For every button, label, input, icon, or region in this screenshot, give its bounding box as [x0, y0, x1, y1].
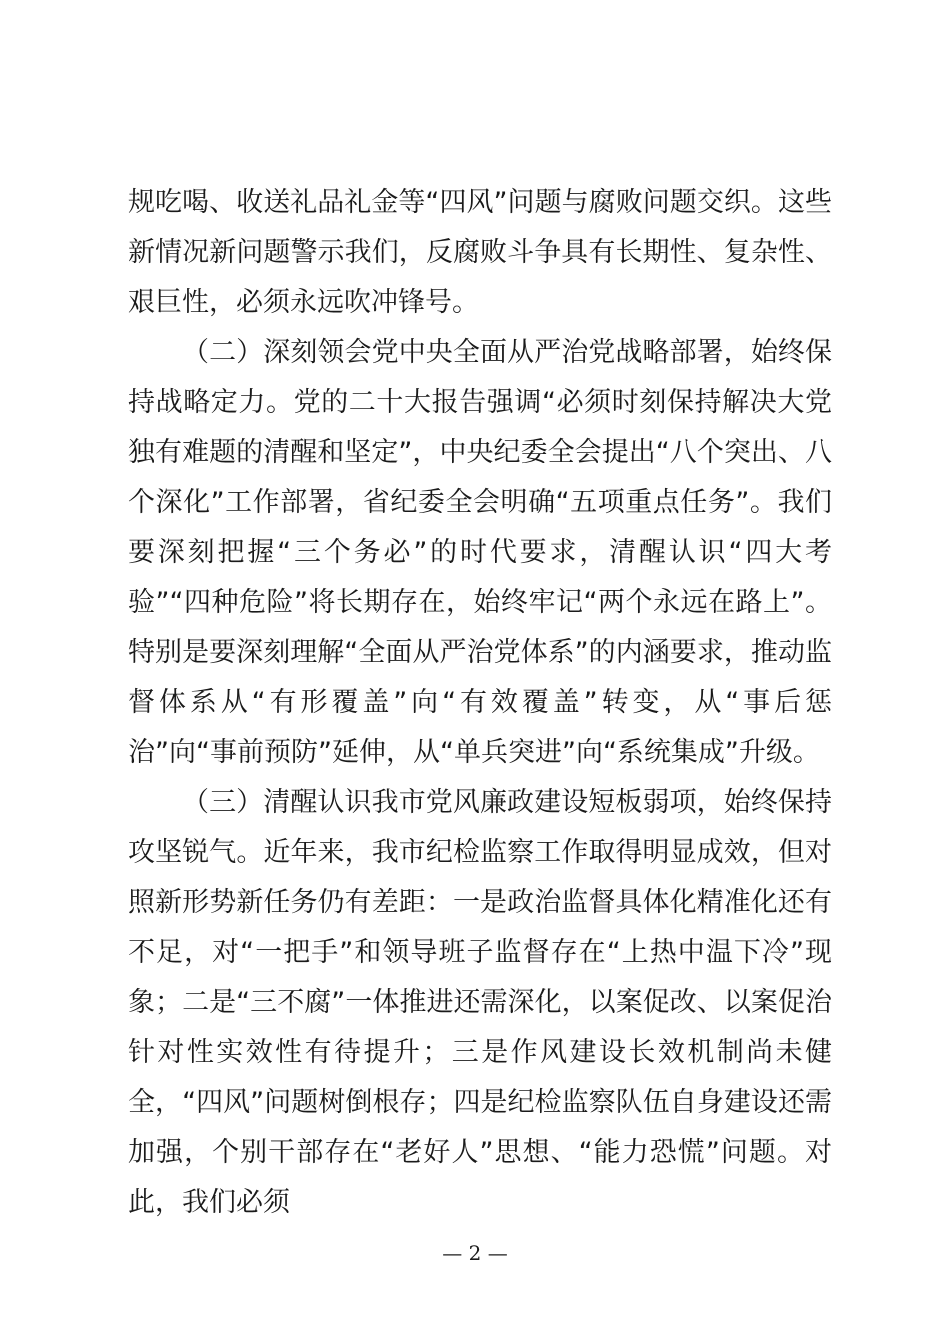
document-body [128, 178, 832, 1228]
paragraph-section-three: （三）清醒认识我市党风廉政建设短板弱项，始终保持攻坚锐气。近年来，我市纪检监察工作取得明显成效，但对照新形势新任务仍有差距：一是政治监督具体化精准化还有不足，对“一把手”和领导班子监督存在“上热中温下冷”现象；二是“三不腐”一体推进还需深化，以案促改、以案促治针对性实效性有待提升；三是作风建设长效机制尚未健全，“四风”问题树倒根存；四是纪检监察队伍自身建设还需加强，个别干部存在“老好人”思想、“能力恐慌”问题。对此，我们必须 [128, 787, 832, 1218]
paragraph-section-two: （二）深刻领会党中央全面从严治党战略部署，始终保持战略定力。党的二十大报告强调“必须时刻保持解决大党独有难题的清醒和坚定”，中央纪委全会提出“八个突出、八个深化”工作部署，省纪委全会明确“五项重点任务”。我们要深刻把握“三个务必”的时代要求，清醒认识“四大考验”“四种危险”将长期存在，始终牢记“两个永远在路上”。特别是要深刻理解“全面从严治党体系”的内涵要求，推动监督体系从“有形覆盖”向“有效覆盖”转变，从“事后惩治”向“事前预防”延伸，从“单兵突进”向“系统集成”升级。 [128, 337, 832, 768]
paragraph-continuation: 规吃喝、收送礼品礼金等“四风”问题与腐败问题交织。这些新情况新问题警示我们，反腐败斗争具有长期性、复杂性、艰巨性，必须永远吹冲锋号。 [128, 187, 832, 318]
page-number: — 2 — [442, 1241, 508, 1265]
